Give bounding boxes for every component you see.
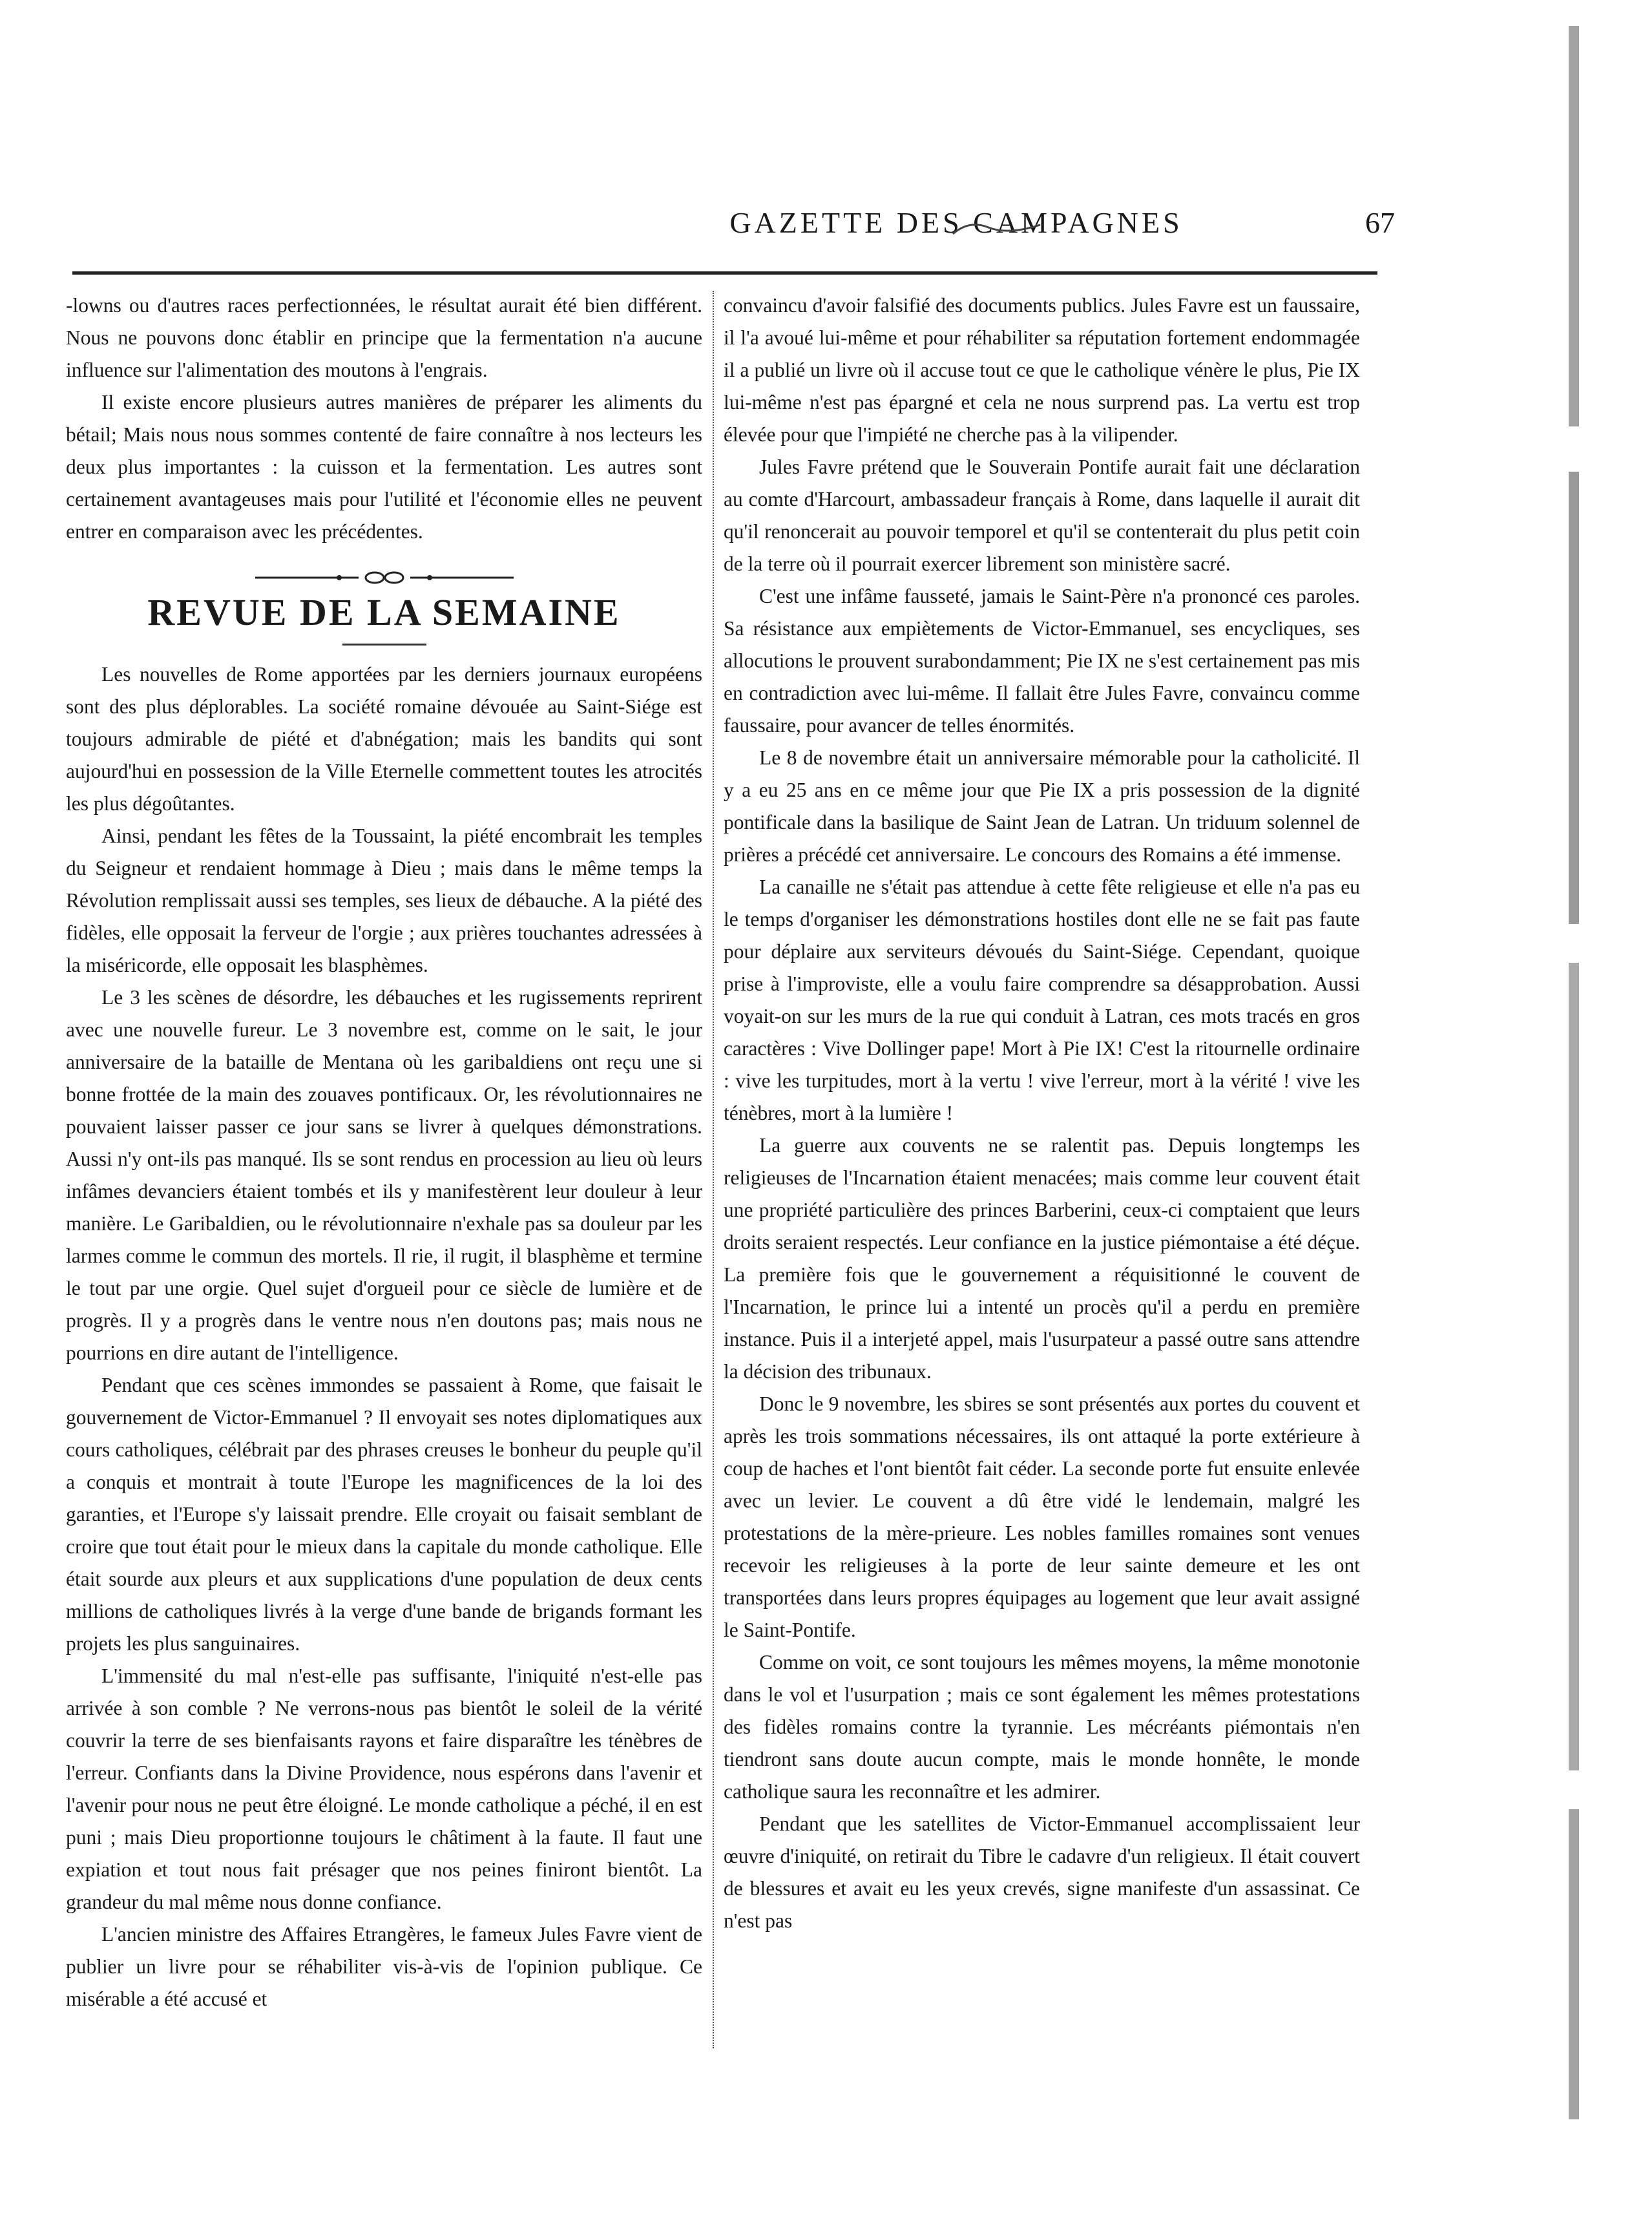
paragraph: Pendant que ces scènes immondes se passaient à Rome, que faisait le gouvernement de Victor-Emmanuel ? Il envoyait ses notes diplomatiques aux cours catholiques, célébrait par des phrases creuses le bonheur du peuple qu'il a conquis et montrait à toute l'Europe les magnificences de la loi des garanties, et l'Europe s'y laissait prendre. Elle croyait ou faisait semblant de croire que tout était pour le mieux dans la capitale du monde catholique. Elle était sourde aux pleurs et aux supplications d'une population de deux cents millions de catholiques livrés à la verge d'une bande de brigands formant les projets les plus sanguinaires. <box>66 1374 702 1655</box>
paragraph: Le 8 de novembre était un anniversaire mémorable pour la catholicité. Il y a eu 25 ans en ce même jour que Pie IX a pris possession de la dignité pontificale dans la basilique de Saint Jean de Latran. Un triduum solennel de prières a précédé cet anniversaire. Le concours des Romains a été immense. <box>724 746 1360 866</box>
column-divider <box>713 291 714 2048</box>
paragraph: -lowns ou d'autres races perfectionnées, le résultat aurait été bien différent. Nous ne pouvons donc établir en principe que la fermentation n'a aucune influence sur l'alimentation des moutons à l'engrais. <box>66 294 702 381</box>
paragraph: La canaille ne s'était pas attendue à cette fête religieuse et elle n'a pas eu le temps d'organiser les démonstrations hostiles dont elle ne se fait pas faute pour déplaire aux serviteurs dévoués du Saint-Siége. Cependant, quoique prise à l'improviste, elle a voulu faire comprendre sa désapprobation. Aussi voyait-on sur les murs de la rue qui conduit à Latran, ces mots tracés en gros caractères : Vive Dollinger pape! Mort à Pie IX! C'est la ritournelle ordinaire : vive les turpitudes, mort à la vertu ! vive l'erreur, mort à la vérité ! vive les ténèbres, mort à la lumière ! <box>724 876 1360 1124</box>
paragraph: Le 3 les scènes de désordre, les débauches et les rugissements reprirent avec une nouvelle fureur. Le 3 novembre est, comme on le sait, le jour anniversaire de la bataille de Mentana où les garibaldiens ont reçu une si bonne frottée de la main des zouaves pontificaux. Or, les révolutionnaires ne pouvaient laisser passer ce jour sans se livrer à quelques démonstrations. Aussi n'y ont-ils pas manqué. Ils se sont rendus en procession au lieu où leurs infâmes devanciers étaient tombés et ils y manifestèrent leur douleur à leur manière. Le Garibaldien, ou le révolutionnaire n'exhale pas sa douleur par les larmes comme le commun des mortels. Il rie, il rugit, il blasphème et termine le tout par une orgie. Quel sujet d'orgueil pour ce siècle de lumière et de progrès. Il y a progrès dans le ventre nous n'en doutons pas; mais nous ne pourrions en dire autant de l'intelligence. <box>66 986 702 1364</box>
paragraph: Les nouvelles de Rome apportées par les derniers journaux européens sont des plus déplorables. La société romaine dévouée au Saint-Siége est toujours admirable de piété et d'abnégation; mais les bandits qui sont aujourd'hui en possession de la Ville Eternelle commettent toutes les atrocités les plus dégoûtantes. <box>66 663 702 815</box>
paragraph: Ainsi, pendant les fêtes de la Toussaint, la piété encombrait les temples du Seigneur et rendaient hommage à Dieu ; mais dans le même temps la Révolution remplissait aussi ses temples, ses lieux de débauche. A la piété des fidèles, elle opposait la ferveur de l'orgie ; aux prières touchantes adressées à la miséricorde, elle opposait les blasphèmes. <box>66 824 702 976</box>
paragraph: convaincu d'avoir falsifié des documents publics. Jules Favre est un faussaire, il l'a avoué lui-même et pour réhabiliter sa réputation fortement endommagée il a publié un livre où il accuse tout ce que le catholique vénère le plus, Pie IX lui-même n'est pas épargné et cela ne nous surprend pas. La vertu est trop élevée pour que l'impiété ne cherche pas à la vilipender. <box>724 294 1360 446</box>
paragraph: Donc le 9 novembre, les sbires se sont présentés aux portes du couvent et après les trois sommations nécessaires, ils ont attaqué la porte extérieure à coup de haches et l'ont bientôt fait céder. La seconde porte fut ensuite enlevée avec un levier. Le couvent a dû être vidé le lendemain, malgré les protestations de la mère-prieure. Les nobles familles romaines sont venues recevoir les religieuses à la porte de leur sainte demeure et les ont transportées dans leurs propres équipages au logement que leur avait assigné le Saint-Pontife. <box>724 1392 1360 1641</box>
ornament-divider-icon <box>249 568 520 587</box>
ink-scribble <box>950 213 1047 239</box>
paragraph: Jules Favre prétend que le Souverain Pontife aurait fait une déclaration au comte d'Harcourt, ambassadeur français à Rome, dans laquelle il aurait dit qu'il renoncerait au pouvoir temporel et qu'il se contenterait du plus petit coin de la terre où il pourrait exercer librement son ministère sacré. <box>724 456 1360 575</box>
paragraph: Pendant que les satellites de Victor-Emmanuel accomplissaient leur œuvre d'iniquité, on retirait du Tibre le cadavre d'un religieux. Il était couvert de blessures et avait eu les yeux crevés, signe manifeste d'un assassinat. Ce n'est pas <box>724 1812 1360 1932</box>
paragraph: Il existe encore plusieurs autres manières de préparer les aliments du bétail; Mais nous nous sommes contenté de faire connaître à nos lecteurs les deux plus importantes : la cuisson et la fermentation. Les autres sont certainement avantageuses mais pour l'utilité et l'économie elles ne peuvent entrer en comparaison avec les précédentes. <box>66 391 702 543</box>
paragraph: La guerre aux couvents ne se ralentit pas. Depuis longtemps les religieuses de l'Incarnation étaient menacées; mais comme leur couvent était une propriété particulière des princes Barberini, ceux-ci comptaient que leurs droits seraient respectés. Leur confiance en la justice piémontaise a été déçue. La première fois que le gouvernement a réquisitionné le couvent de l'Incarnation, le prince lui a intenté un procès qu'il a perdu en première instance. Puis il a interjeté appel, mais l'usurpateur a passé outre sans attendre la décision des tribunaux. <box>724 1134 1360 1383</box>
running-title: GAZETTE DES CAMPAGNES <box>729 206 1183 239</box>
section-title: REVUE DE LA SEMAINE <box>147 591 621 633</box>
header-rule <box>72 271 1377 275</box>
title-rule <box>342 644 426 646</box>
left-column <box>66 289 702 2015</box>
section-ornament <box>66 565 702 584</box>
paragraph: Comme on voit, ce sont toujours les mêmes moyens, la même monotonie dans le vol et l'usurpation ; mais ce sont également les mêmes protestations des fidèles romains contre la tyrannie. Les mécréants piémontais n'en tiendront sans doute aucun compte, mais le monde honnête, le monde catholique saura les reconnaître et les admirer. <box>724 1651 1360 1803</box>
paragraph: L'ancien ministre des Affaires Etrangères, le fameux Jules Favre vient de publier un livre pour se réhabiliter vis-à-vis de l'opinion publique. Ce misérable a été accusé et <box>66 1923 702 2010</box>
paragraph: C'est une infâme fausseté, jamais le Saint-Père n'a prononcé ces paroles. Sa résistance aux empiètements de Victor-Emmanuel, ses encycliques, ses allocutions le prouvent surabondamment; Pie IX ne s'est certainement pas mis en contradiction avec lui-même. Il fallait être Jules Favre, convaincu comme faussaire, pour avancer de telles énormités. <box>724 585 1360 737</box>
paragraph: L'immensité du mal n'est-elle pas suffisante, l'iniquité n'est-elle pas arrivée à son comble ? Ne verrons-nous pas bientôt le soleil de la vérité couvrir la terre de ses bienfaisants rayons et faire disparaître les ténèbres de l'erreur. Confiants dans la Divine Providence, nous espérons dans l'avenir et l'avenir pour nous ne peut être éloigné. Le monde catholique a péché, il en est puni ; mais Dieu proportionne toujours le châtiment à la faute. Il faut une expiation et tout nous fait présager que nos peines finiront bientôt. La grandeur du mal même nous donne confiance. <box>66 1664 702 1913</box>
bleed-through-edge <box>1562 26 1588 2184</box>
right-column <box>724 289 1360 1937</box>
page-number: 67 <box>1365 206 1395 239</box>
